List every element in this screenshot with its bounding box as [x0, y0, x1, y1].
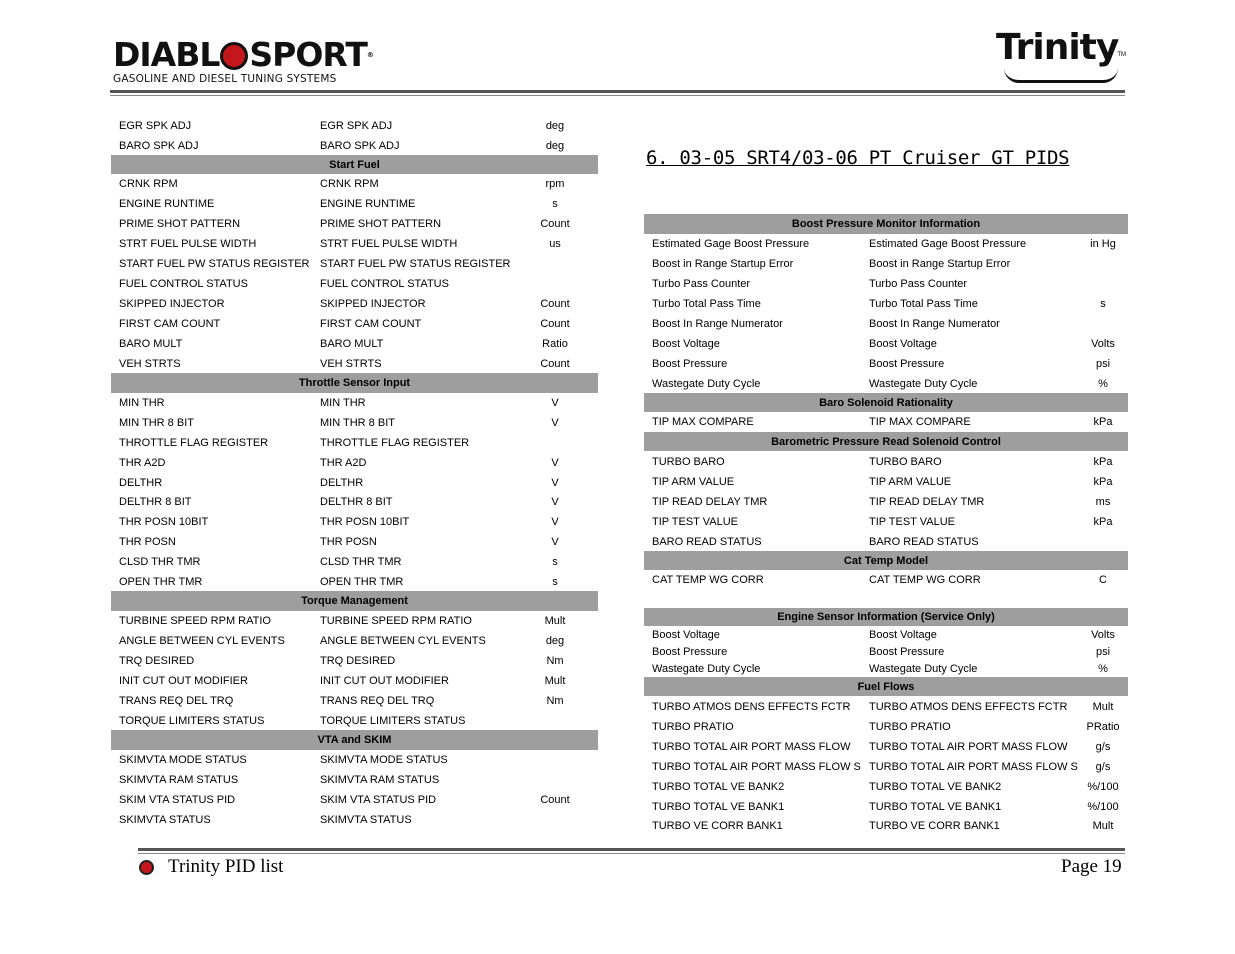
pid-name-cell: MIN THR 8 BIT [119, 417, 194, 429]
table-row [644, 757, 1128, 777]
table-row [111, 492, 598, 512]
table-row [111, 532, 598, 552]
pid-name-cell: BARO READ STATUS [652, 535, 762, 548]
table-row [111, 691, 598, 711]
pid-unit-cell: in Hg [1090, 238, 1116, 250]
pid-label-cell: SKIM VTA STATUS PID [320, 794, 437, 806]
pid-name-cell: Wastegate Duty Cycle [652, 377, 761, 390]
pid-unit-cell: Volts [1091, 338, 1115, 350]
pid-label-cell: Boost in Range Startup Error [869, 258, 1011, 270]
table-row [644, 570, 1128, 590]
table-row [111, 334, 598, 354]
pid-label-cell: Turbo Pass Counter [869, 278, 968, 290]
table-row [644, 472, 1128, 492]
pid-label-cell: CAT TEMP WG CORR [869, 574, 981, 586]
pid-label-cell: TRANS REQ DEL TRQ [320, 695, 435, 707]
pid-unit-cell: V [551, 457, 559, 469]
table-row [111, 671, 598, 691]
pid-name-cell: VEH STRTS [119, 357, 181, 370]
pid-name-cell: CLSD THR TMR [119, 556, 201, 568]
table-row [644, 777, 1128, 797]
pid-name-cell: TRQ DESIRED [119, 655, 195, 667]
table-row [111, 214, 598, 234]
pid-unit-cell: % [1098, 662, 1108, 675]
pid-label-cell: TURBO TOTAL VE BANK2 [869, 781, 1002, 793]
section-header-label: VTA and SKIM [317, 734, 392, 746]
section-header-label: Boost Pressure Monitor Information [791, 218, 981, 230]
pid-name-cell: CRNK RPM [119, 178, 178, 190]
pid-name-cell: TIP TEST VALUE [652, 516, 738, 528]
pid-unit-cell: Count [540, 794, 570, 806]
pid-label-cell: TORQUE LIMITERS STATUS [320, 714, 466, 727]
table-row [644, 354, 1128, 374]
pid-name-cell: TURBO TOTAL AIR PORT MASS FLOW [652, 741, 851, 753]
pid-label-cell: DELTHR 8 BIT [320, 496, 393, 508]
pid-label-cell: TURBO PRATIO [869, 721, 951, 733]
table-section-header [644, 432, 1128, 451]
pid-label-cell: THR A2D [320, 457, 367, 469]
pid-name-cell: Turbo Total Pass Time [652, 298, 761, 310]
pid-unit-cell: s [552, 575, 558, 588]
pid-unit-cell: deg [545, 635, 565, 647]
swoosh-icon [1004, 68, 1118, 83]
pid-unit-cell: Mult [544, 675, 566, 687]
pid-label-cell: OPEN THR TMR [320, 575, 404, 588]
table-row [111, 611, 598, 631]
pid-label-cell: SKIMVTA RAM STATUS [320, 774, 440, 786]
pid-label-cell: TURBO TOTAL AIR PORT MASS FLOW S [869, 761, 1078, 773]
pid-unit-cell: Mult [544, 615, 566, 627]
pid-label-cell: TURBINE SPEED RPM RATIO [320, 615, 472, 627]
table-row [644, 512, 1128, 532]
pid-unit-cell: kPa [1093, 416, 1113, 428]
pid-name-cell: TURBO ATMOS DENS EFFECTS FCTR [652, 700, 851, 713]
table-row [111, 512, 598, 532]
table-row [644, 737, 1128, 757]
table-row [111, 413, 598, 433]
pid-label-cell: TURBO BARO [869, 455, 942, 468]
table-row [111, 433, 598, 453]
pid-label-cell: Boost Voltage [869, 628, 937, 641]
pid-unit-cell: Nm [546, 655, 564, 667]
table-row [111, 314, 598, 334]
trademark-mark: TM [1117, 52, 1126, 58]
pid-label-cell: Boost Pressure [869, 645, 945, 658]
pid-label-cell: FUEL CONTROL STATUS [320, 278, 449, 290]
section-header-label: Start Fuel [329, 158, 380, 171]
pid-label-cell: TIP READ DELAY TMR [869, 496, 985, 508]
table-row [644, 294, 1128, 314]
section-header-label: Fuel Flows [857, 680, 915, 693]
pid-name-cell: ENGINE RUNTIME [119, 198, 215, 210]
pid-name-cell: EGR SPK ADJ [119, 120, 192, 132]
pid-unit-cell: kPa [1093, 476, 1113, 488]
pid-unit-cell: psi [1095, 645, 1111, 658]
pid-name-cell: TURBO VE CORR BANK1 [652, 820, 783, 832]
table-row [644, 254, 1128, 274]
table-spacer [644, 590, 1128, 608]
pid-label-cell: BARO READ STATUS [869, 535, 979, 548]
table-section-header [644, 551, 1128, 570]
pid-unit-cell: Count [540, 318, 570, 330]
pid-label-cell: TURBO VE CORR BANK1 [869, 820, 1000, 832]
pid-name-cell: TIP READ DELAY TMR [652, 496, 768, 508]
pid-label-cell: ENGINE RUNTIME [320, 198, 416, 210]
table-row [111, 572, 598, 591]
table-row [644, 412, 1128, 432]
pid-name-cell: PRIME SHOT PATTERN [119, 218, 241, 230]
table-section-header [644, 214, 1128, 234]
pid-label-cell: PRIME SHOT PATTERN [320, 218, 442, 230]
table-section-header [111, 591, 598, 611]
table-section-header [111, 373, 598, 393]
pid-unit-cell: s [552, 556, 558, 568]
pid-unit-cell: kPa [1093, 516, 1113, 528]
pid-name-cell: INIT CUT OUT MODIFIER [119, 675, 248, 687]
pid-name-cell: SKIMVTA MODE STATUS [119, 754, 247, 766]
pid-label-cell: TURBO ATMOS DENS EFFECTS FCTR [869, 700, 1068, 713]
pid-name-cell: TURBO PRATIO [652, 721, 734, 733]
pid-label-cell: BARO SPK ADJ [320, 139, 400, 152]
pid-label-cell: Boost Voltage [869, 338, 937, 350]
pid-unit-cell: V [551, 476, 559, 489]
pid-name-cell: CAT TEMP WG CORR [652, 574, 764, 586]
pid-name-cell: SKIMVTA RAM STATUS [119, 774, 239, 786]
table-row [111, 651, 598, 671]
pid-label-cell: START FUEL PW STATUS REGISTER [320, 258, 511, 270]
pid-name-cell: MIN THR [119, 397, 165, 409]
pid-unit-cell: kPa [1093, 455, 1113, 468]
pid-label-cell: FIRST CAM COUNT [320, 318, 422, 330]
pid-label-cell: TIP ARM VALUE [869, 476, 952, 488]
table-row [111, 234, 598, 254]
table-row [111, 194, 598, 214]
table-row [111, 770, 598, 790]
pid-name-cell: Turbo Pass Counter [652, 278, 751, 290]
table-row [644, 626, 1128, 643]
pid-unit-cell: %/100 [1087, 801, 1119, 813]
table-section-header [111, 155, 598, 174]
pid-name-cell: TIP ARM VALUE [652, 476, 735, 488]
right-pid-table [644, 214, 1128, 835]
pid-name-cell: Boost Pressure [652, 645, 728, 658]
left-pid-table [111, 116, 598, 829]
table-section-header [644, 393, 1128, 412]
pid-label-cell: CLSD THR TMR [320, 556, 402, 568]
pid-unit-cell: % [1098, 377, 1108, 390]
diablosport-wordmark [113, 35, 373, 74]
pid-unit-cell: V [551, 496, 559, 508]
pid-unit-cell: V [551, 417, 559, 429]
pid-label-cell: TRQ DESIRED [320, 655, 396, 667]
pid-label-cell: ANGLE BETWEEN CYL EVENTS [320, 635, 486, 647]
pid-label-cell: BARO MULT [320, 338, 384, 350]
table-row [111, 254, 598, 274]
trinity-logo [996, 28, 1128, 84]
pid-name-cell: Boost In Range Numerator [652, 318, 783, 330]
pid-label-cell: VEH STRTS [320, 357, 382, 370]
pid-unit-cell: Count [540, 218, 570, 230]
table-row [644, 334, 1128, 354]
footer-rule [138, 848, 1125, 851]
registered-mark: ® [366, 51, 373, 59]
devil-o-icon [220, 42, 248, 70]
table-row [111, 631, 598, 651]
pid-label-cell: TIP TEST VALUE [869, 516, 955, 528]
pid-unit-cell: Nm [546, 695, 564, 707]
pid-label-cell: THR POSN 10BIT [320, 516, 410, 528]
pid-label-cell: INIT CUT OUT MODIFIER [320, 675, 449, 687]
table-row [111, 711, 598, 730]
pid-unit-cell: Volts [1091, 628, 1115, 641]
pid-name-cell: FIRST CAM COUNT [119, 318, 221, 330]
pid-name-cell: TRANS REQ DEL TRQ [119, 695, 234, 707]
pid-unit-cell: V [551, 516, 559, 528]
table-row [644, 797, 1128, 817]
table-row [644, 451, 1128, 472]
pid-label-cell: Wastegate Duty Cycle [869, 377, 978, 390]
pid-label-cell: SKIMVTA STATUS [320, 813, 412, 826]
section-header-label: Barometric Pressure Read Solenoid Control [771, 435, 1001, 448]
bullet-icon [139, 860, 154, 875]
pid-unit-cell: V [551, 397, 559, 409]
table-row [111, 453, 598, 473]
pid-unit-cell: ms [1095, 496, 1111, 508]
pid-name-cell: Boost Pressure [652, 358, 728, 370]
pid-unit-cell: Count [540, 357, 570, 370]
table-row [111, 790, 598, 810]
logo-brand-part2: SPORT [249, 35, 367, 74]
header-rule-thin [110, 95, 1125, 96]
pid-name-cell: Boost Voltage [652, 628, 720, 641]
table-row [644, 660, 1128, 677]
pid-name-cell: STRT FUEL PULSE WIDTH [119, 238, 257, 250]
section-header-label: Baro Solenoid Rationality [819, 396, 953, 409]
pid-name-cell: SKIMVTA STATUS [119, 813, 211, 826]
pid-name-cell: DELTHR 8 BIT [119, 496, 192, 508]
pid-unit-cell: Mult [1092, 700, 1114, 713]
logo-tagline: GASOLINE AND DIESEL TUNING SYSTEMS [113, 73, 337, 85]
pid-name-cell: OPEN THR TMR [119, 575, 203, 588]
pid-name-cell: THROTTLE FLAG REGISTER [119, 437, 269, 449]
table-row [111, 473, 598, 492]
pid-label-cell: SKIPPED INJECTOR [320, 298, 426, 310]
pid-unit-cell: V [551, 536, 559, 548]
footer-title: Trinity PID list [168, 856, 284, 877]
table-row [111, 136, 598, 155]
pid-unit-cell: Mult [1092, 820, 1114, 832]
page-number: Page 19 [1061, 856, 1122, 877]
pid-name-cell: Boost in Range Startup Error [652, 258, 794, 270]
pid-label-cell: CRNK RPM [320, 178, 379, 190]
pid-unit-cell: g/s [1095, 741, 1111, 753]
section-header-label: Engine Sensor Information (Service Only) [777, 611, 995, 623]
pid-name-cell: TORQUE LIMITERS STATUS [119, 714, 265, 727]
pid-name-cell: THR A2D [119, 457, 166, 469]
pid-label-cell: Estimated Gage Boost Pressure [869, 238, 1027, 250]
table-row [111, 750, 598, 770]
table-row [644, 817, 1128, 835]
pid-name-cell: TURBO TOTAL VE BANK1 [652, 801, 785, 813]
table-row [111, 810, 598, 829]
pid-name-cell: THR POSN 10BIT [119, 516, 209, 528]
pid-name-cell: ANGLE BETWEEN CYL EVENTS [119, 635, 285, 647]
section-title: 6. 03-05 SRT4/03-06 PT Cruiser GT PIDS [646, 147, 1070, 169]
pid-name-cell: TURBINE SPEED RPM RATIO [119, 615, 271, 627]
pid-name-cell: TURBO BARO [652, 455, 725, 468]
table-section-header [644, 608, 1128, 626]
pid-label-cell: MIN THR 8 BIT [320, 417, 395, 429]
footer-rule-thin [138, 853, 1125, 854]
pid-name-cell: TIP MAX COMPARE [652, 416, 754, 428]
pid-unit-cell: s [552, 198, 558, 210]
table-row [644, 532, 1128, 551]
pid-label-cell: Boost Pressure [869, 358, 945, 370]
section-header-label: Cat Temp Model [843, 554, 929, 567]
pid-name-cell: TURBO TOTAL VE BANK2 [652, 781, 785, 793]
pid-unit-cell: g/s [1095, 761, 1111, 773]
pid-label-cell: STRT FUEL PULSE WIDTH [320, 238, 458, 250]
table-row [111, 354, 598, 373]
pid-name-cell: FUEL CONTROL STATUS [119, 278, 248, 290]
pid-name-cell: Estimated Gage Boost Pressure [652, 238, 810, 250]
table-row [111, 552, 598, 572]
table-row [111, 294, 598, 314]
pid-unit-cell: C [1099, 574, 1107, 586]
table-row [644, 374, 1128, 393]
table-row [644, 696, 1128, 717]
pid-unit-cell: %/100 [1087, 781, 1119, 793]
pid-label-cell: Boost In Range Numerator [869, 318, 1000, 330]
pid-label-cell: TIP MAX COMPARE [869, 416, 971, 428]
table-row [644, 274, 1128, 294]
table-row [644, 234, 1128, 254]
pid-unit-cell: psi [1095, 358, 1111, 370]
pid-name-cell: SKIPPED INJECTOR [119, 298, 225, 310]
table-row [644, 643, 1128, 660]
pid-label-cell: MIN THR [320, 397, 366, 409]
logo-brand-part1: DIABL [113, 35, 220, 74]
pid-label-cell: TURBO TOTAL AIR PORT MASS FLOW [869, 741, 1068, 753]
pid-unit-cell: PRatio [1086, 721, 1120, 733]
pid-label-cell: SKIMVTA MODE STATUS [320, 754, 448, 766]
section-header-label: Torque Management [301, 595, 408, 607]
pid-name-cell: THR POSN [119, 536, 176, 548]
pid-name-cell: Boost Voltage [652, 338, 720, 350]
pid-label-cell: Turbo Total Pass Time [869, 298, 978, 310]
header-rule [110, 90, 1125, 93]
table-row [111, 393, 598, 413]
pid-name-cell: SKIM VTA STATUS PID [119, 794, 236, 806]
section-header-label: Throttle Sensor Input [298, 377, 411, 389]
pid-unit-cell: us [549, 238, 561, 250]
pid-name-cell: BARO SPK ADJ [119, 139, 199, 152]
table-row [644, 314, 1128, 334]
table-row [644, 492, 1128, 512]
table-section-header [644, 677, 1128, 696]
pid-label-cell: EGR SPK ADJ [320, 120, 393, 132]
pid-label-cell: Wastegate Duty Cycle [869, 662, 978, 675]
pid-label-cell: DELTHR [320, 476, 364, 489]
pid-unit-cell: Ratio [542, 338, 568, 350]
pid-name-cell: DELTHR [119, 476, 163, 489]
pid-unit-cell: deg [545, 139, 565, 152]
pid-name-cell: START FUEL PW STATUS REGISTER [119, 258, 310, 270]
trinity-wordmark: Trinity [996, 27, 1119, 68]
table-row [111, 274, 598, 294]
diablosport-logo [113, 35, 373, 85]
pid-unit-cell: deg [545, 120, 565, 132]
pid-label-cell: THROTTLE FLAG REGISTER [320, 437, 470, 449]
table-section-header [111, 730, 598, 750]
pid-unit-cell: rpm [545, 178, 565, 190]
pid-name-cell: BARO MULT [119, 338, 183, 350]
table-row [111, 174, 598, 194]
pid-label-cell: TURBO TOTAL VE BANK1 [869, 801, 1002, 813]
table-row [644, 717, 1128, 737]
pid-label-cell: THR POSN [320, 536, 377, 548]
pid-unit-cell: Count [540, 298, 570, 310]
pid-name-cell: Wastegate Duty Cycle [652, 662, 761, 675]
table-row [111, 116, 598, 136]
pid-unit-cell: s [1100, 298, 1106, 310]
pid-name-cell: TURBO TOTAL AIR PORT MASS FLOW S [652, 761, 861, 773]
